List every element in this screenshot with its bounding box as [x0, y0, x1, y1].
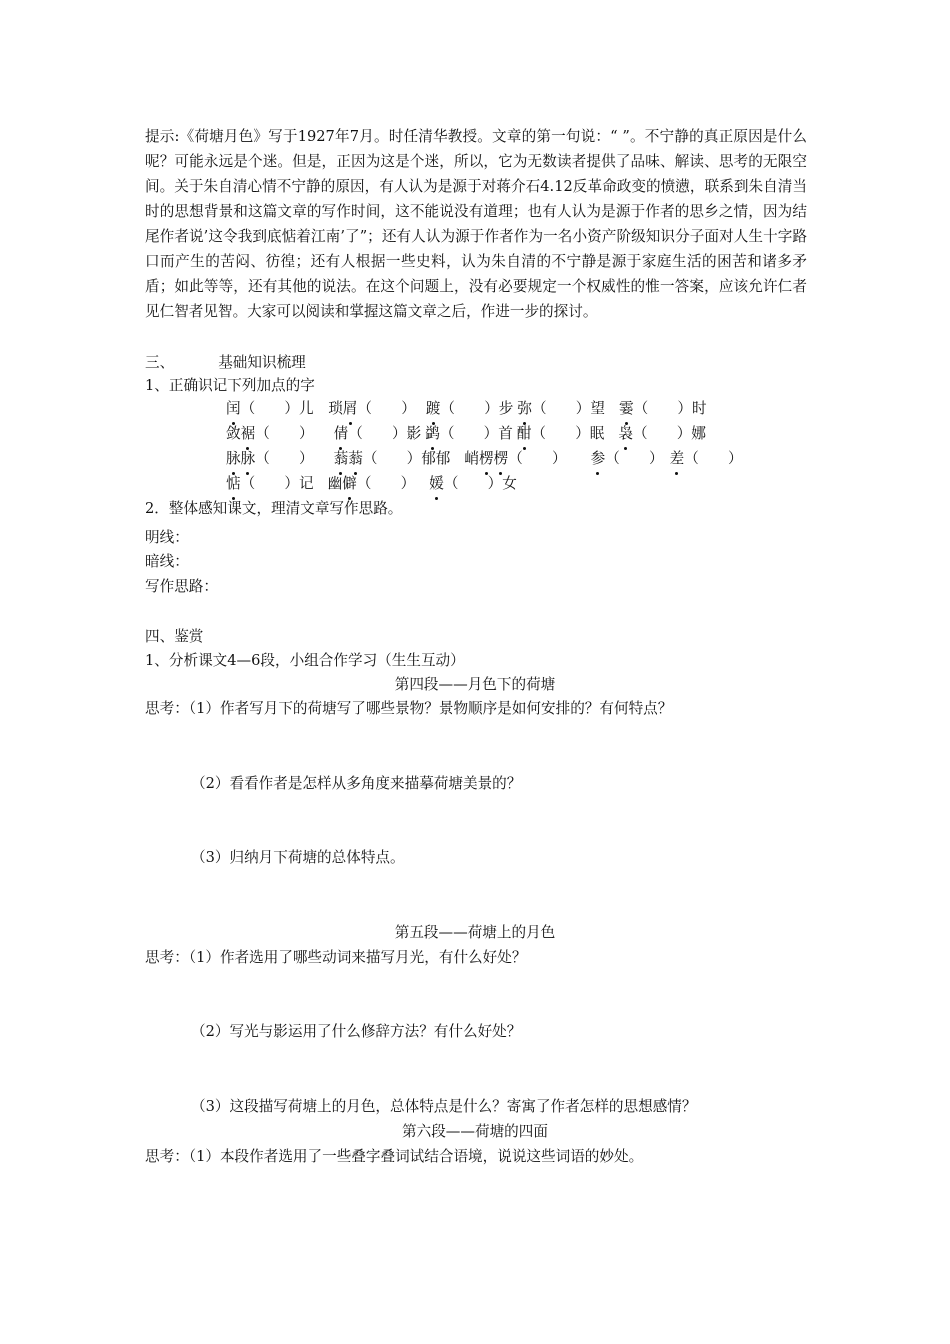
para4-question-2: （2）看看作者是怎样从多角度来描摹荷塘美景的？	[191, 775, 522, 792]
para5-question-3: （3）这段描写荷塘上的月色，总体特点是什么？寄寓了作者怎样的思想感情？	[191, 1098, 697, 1115]
vocab-blank: （ ）望	[532, 400, 605, 417]
vocab-blank: （ ）时	[633, 400, 707, 417]
vocab-char: 僻	[342, 473, 357, 495]
vocab-char: 弥	[517, 398, 532, 420]
vocab-char: 敛	[226, 425, 241, 442]
question-1: 1、正确识记下列加点的字	[145, 377, 315, 394]
vocab-blank: （ ）	[255, 450, 314, 467]
anxian-label: 暗线：	[145, 553, 189, 570]
vocab-row-2	[226, 423, 706, 445]
section-3-title: 基础知识梳理	[218, 354, 306, 371]
vocab-blank: （ ）	[255, 425, 314, 442]
vocab-char: 媛	[429, 473, 444, 495]
vocab-char: 蓊	[334, 448, 349, 470]
vocab-char: 鹢	[425, 423, 440, 445]
vocab-char: 倩	[334, 423, 349, 445]
para4-question-1: 思考：（1）作者写月下的荷塘写了哪些景物？景物顺序是如何安排的？有何特点？	[145, 700, 673, 717]
vocab-blank: （ ）影	[348, 425, 422, 442]
vocab-blank: （ ）	[357, 400, 416, 417]
vocab-blank: （ ）娜	[633, 425, 706, 442]
vocab-row-3	[226, 448, 743, 470]
para6-question-1: 思考：（1）本段作者选用了一些叠字叠词试结合语境，说说这些词语的妙处。	[145, 1148, 644, 1165]
vocab-blank: （ ）记	[240, 475, 314, 492]
section-4-heading: 四、鉴赏	[145, 628, 204, 645]
vocab-blank: （ ）步	[440, 400, 514, 417]
mingxian-label: 明线：	[145, 529, 189, 546]
vocab-char: 楞	[479, 448, 494, 470]
para5-title: 第五段——荷塘上的月色	[394, 924, 556, 941]
vocab-char: 袅	[618, 423, 633, 445]
vocab-blank: （ ）	[684, 450, 743, 467]
vocab-char: 脉	[241, 448, 256, 470]
vocab-blank: （ ）郁郁	[362, 450, 451, 467]
vocab-char: 参	[591, 448, 606, 470]
section-3-heading	[145, 352, 306, 374]
vocab-char: 蓊	[348, 448, 363, 470]
vocab-char: 琐	[328, 400, 343, 417]
vocab-char: 峭	[464, 450, 480, 467]
vocab-char: 屑	[343, 398, 358, 420]
vocab-char: 惦	[226, 473, 241, 495]
vocab-char: 差	[670, 448, 685, 470]
vocab-blank: （ ）	[356, 475, 416, 492]
section-3-number: 三、	[145, 354, 175, 371]
vocab-char: 酣	[517, 423, 532, 445]
vocab-blank: （ ）	[508, 450, 567, 467]
vocab-char: 踱	[426, 398, 441, 420]
vocab-char: 霎	[619, 398, 634, 420]
vocab-blank: （ ）眠	[531, 425, 605, 442]
vocab-blank: （ ）首	[439, 425, 513, 442]
vocab-row-1	[226, 398, 707, 420]
para4-question-3: （3）归纳月下荷塘的总体特点。	[191, 849, 405, 866]
para6-title: 第六段——荷塘的四面	[402, 1123, 548, 1140]
vocab-blank: （ ）儿	[240, 400, 329, 417]
vocab-blank: （ ）女	[443, 475, 517, 492]
vocab-char: 楞	[494, 448, 509, 470]
writing-outline-label: 写作思路：	[145, 578, 218, 595]
vocab-row-4	[226, 473, 517, 495]
analyze-instruction: 1、分析课文4—6段，小组合作学习（生生互动）	[145, 652, 465, 669]
vocab-char: 脉	[226, 448, 241, 470]
vocab-char: 幽	[327, 475, 343, 492]
vocab-char: 闰	[226, 398, 241, 420]
question-2: 2．整体感知课文，理清文章写作思路。	[145, 500, 403, 517]
intro-paragraph: 提示:《荷塘月色》写于1927年7月。时任清华教授。文章的第一句说：“ ”。不宁静的真正原因是什么呢？可能永远是个迷。但是，正因为这是个迷，所以，它为无数读者提供了品味、解读、思考的无限空间。关于朱自清心情不宁静的原因，有人认为是源于对蒋介石4.12反革命政变的愤懑，联系到朱自清当时的思想背景和这篇文章的写作时间，这不能说没有道理；也有人认为是源于作者的思乡之情，因为结尾作者说’这令我到底惦着江南’了”；还有人认为源于作者作为一名小资产阶级知识分子面对人生十字路口而产生的苦闷、彷徨；还有人根据一些史料，认为朱自清的不宁静是源于家庭生活的困苦和诸多矛盾；如此等等，还有其他的说法。在这个问题上，没有必要规定一个权威性的惟一答案，应该允许仁者见仁智者见智。大家可以阅读和掌握这篇文章之后，作进一步的探讨。	[145, 128, 807, 320]
vocab-char: 裾	[241, 423, 256, 445]
para5-question-1: 思考：（1）作者选用了哪些动词来描写月光，有什么好处？	[145, 949, 527, 966]
vocab-blank: （ ）	[605, 450, 664, 467]
para5-question-2: （2）写光与影运用了什么修辞方法？有什么好处？	[191, 1023, 522, 1040]
para4-title: 第四段——月色下的荷塘	[394, 676, 556, 693]
